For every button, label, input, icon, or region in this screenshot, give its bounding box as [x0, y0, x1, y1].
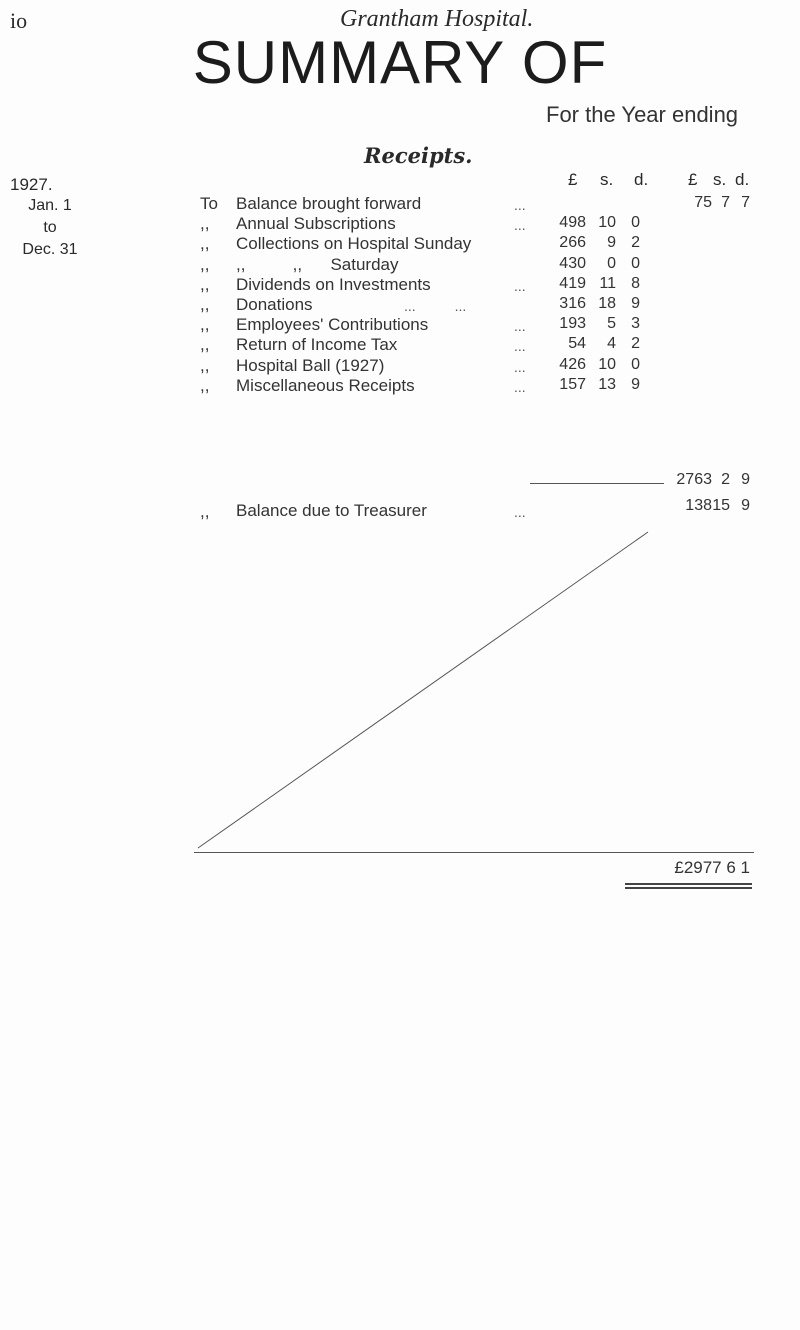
- page-subtitle: For the Year ending: [546, 102, 739, 127]
- grand-total-double-rule-2: [625, 887, 752, 889]
- row-leader-dots: ...: [514, 338, 526, 354]
- row-inner-pounds: 157: [559, 376, 586, 393]
- subtotal-pounds: 2763: [676, 471, 712, 488]
- row-label: Annual Subscriptions: [236, 214, 396, 233]
- row-inner-shillings: 13: [598, 376, 616, 393]
- date-end: Dec. 31: [22, 241, 78, 258]
- balance-due-label: Balance due to Treasurer: [236, 501, 427, 520]
- row-inner-pounds: 419: [559, 275, 586, 292]
- inner-shillings-header: s.: [600, 170, 614, 189]
- row-inner-shillings: 9: [607, 234, 616, 251]
- row-prefix: ,,: [200, 234, 210, 253]
- row-inner-pence: 0: [631, 255, 640, 272]
- row-prefix: ,,: [200, 356, 210, 375]
- row-prefix: ,,: [200, 376, 210, 395]
- grand-total: £2977 6 1: [674, 858, 750, 877]
- row-inner-pounds: 54: [568, 335, 586, 352]
- date-to: to: [43, 219, 57, 236]
- row-inner-pence: 9: [631, 295, 640, 312]
- row-inner-pounds: 430: [559, 255, 586, 272]
- row-inner-pence: 0: [631, 214, 640, 231]
- page-number: io: [10, 8, 28, 33]
- row-inner-shillings: 0: [607, 255, 616, 272]
- subtotal-rule: [530, 483, 664, 484]
- row-inner-pence: 2: [631, 335, 640, 352]
- row-inner-pounds: 316: [559, 295, 586, 312]
- row-inner-pounds: 426: [559, 356, 586, 373]
- row-label: Dividends on Investments: [236, 275, 431, 294]
- row-outer-pence: 7: [741, 194, 750, 211]
- row-label: Collections on Hospital Sunday: [236, 234, 472, 253]
- row-leader-dots: ...: [514, 379, 526, 395]
- inner-pounds-header: £: [568, 170, 578, 189]
- date-from: Jan. 1: [28, 197, 72, 214]
- grand-total-double-rule-1: [625, 883, 752, 885]
- row-inner-pounds: 266: [559, 234, 586, 251]
- row-label: ,, ,, Saturday: [236, 255, 399, 274]
- row-prefix: ,,: [200, 214, 210, 233]
- row-inner-shillings: 4: [607, 335, 616, 352]
- row-leader-dots: ...: [514, 318, 526, 334]
- row-inner-pence: 3: [631, 315, 640, 332]
- row-leader-dots: ...: [514, 278, 526, 294]
- row-leader-dots: ...: [514, 359, 526, 375]
- outer-shillings-header: s.: [713, 170, 727, 189]
- page-title: SUMMARY OF: [192, 29, 608, 96]
- balance-due-prefix: ,,: [200, 502, 210, 521]
- subtotal-shillings: 2: [721, 471, 730, 488]
- balance-due-pence: 9: [741, 497, 750, 514]
- inner-pence-header: d.: [634, 170, 649, 189]
- row-label: Hospital Ball (1927): [236, 356, 385, 375]
- row-prefix: To: [200, 194, 218, 213]
- row-inner-shillings: 18: [598, 295, 616, 312]
- year-label: 1927.: [10, 175, 53, 194]
- row-label: Donations: [236, 295, 313, 314]
- outer-pounds-header: £: [688, 170, 698, 189]
- row-inner-pence: 9: [631, 376, 640, 393]
- row-label: Miscellaneous Receipts: [236, 376, 415, 395]
- row-inner-shillings: 11: [599, 275, 616, 292]
- running-title: Grantham Hospital.: [340, 6, 534, 32]
- row-inner-shillings: 10: [598, 214, 616, 231]
- balance-due-pounds: 138: [685, 497, 712, 514]
- row-inner-shillings: 5: [607, 315, 616, 332]
- row-prefix: ,,: [200, 255, 210, 274]
- subtotal-pence: 9: [741, 471, 750, 488]
- row-inner-pounds: 498: [559, 214, 586, 231]
- row-inner-pence: 8: [631, 275, 640, 292]
- row-label: Balance brought forward: [236, 194, 422, 213]
- row-prefix: ,,: [200, 335, 210, 354]
- row-inner-pence: 0: [631, 356, 640, 373]
- row-inner-pence: 2: [631, 234, 640, 251]
- outer-pence-header: d.: [735, 170, 750, 189]
- row-inner-shillings: 10: [598, 356, 616, 373]
- blank-space-diagonal-line: [190, 520, 660, 860]
- grand-total-top-rule: [194, 852, 754, 853]
- row-outer-pounds: 75: [694, 194, 712, 211]
- row-prefix: ,,: [200, 295, 210, 314]
- balance-due-shillings: 15: [712, 497, 730, 514]
- row-label: Employees' Contributions: [236, 315, 429, 334]
- row-label: Return of Income Tax: [236, 335, 398, 354]
- receipts-heading: Receipts.: [364, 143, 473, 168]
- row-leader-dots: ...: [514, 197, 526, 213]
- row-prefix: ,,: [200, 315, 210, 334]
- row-inner-pounds: 193: [559, 315, 586, 332]
- row-outer-shillings: 7: [721, 194, 730, 211]
- row-leader-dots: ... ...: [404, 298, 467, 314]
- row-leader-dots: ...: [514, 217, 526, 233]
- row-prefix: ,,: [200, 275, 210, 294]
- balance-due-dots: ...: [514, 504, 526, 520]
